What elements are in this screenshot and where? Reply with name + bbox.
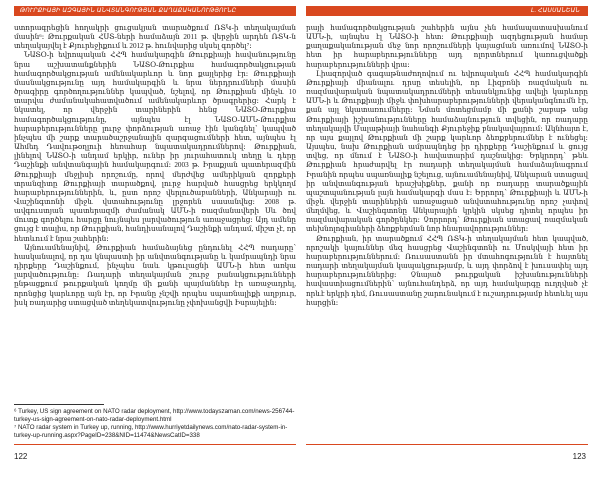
footnotes bbox=[14, 408, 296, 440]
paragraph: րայի համագործակցության շահերին այնս չեն համապատասխանում ԱՄՆ-ի, այնպես էլ ՆԱՏՕ-ի հետ։ Թուրքիայի ազդեցության համար քաղաքականության մեջ նոր որոշումների կայացման առումով ՆԱՏՕ-ի հետ իր հարաբերությունները այդ ոլորտներում կառուցվածքի հարաբերությունների վրա։ bbox=[306, 24, 588, 69]
footer-rule bbox=[306, 444, 588, 445]
footnote: ⁶ Turkey, US sign agreement on NATO radar deployment, http://www.todayszaman.com/news-256744-turkey-us-sign-agreement-on-nato-radar-deployment.html bbox=[14, 408, 295, 423]
footnote: ⁷ NATO radar system in Turkey up, running, http://www.hurriyetdailynews.com/nato-radar-system-in-turkey-up-running.aspx?PageID=238&NID=11474&NewsCatID=338 bbox=[14, 424, 288, 439]
running-head-right: Լ. ՀԱՍՍԱՆԵԱՆ bbox=[531, 8, 580, 14]
left-body-text bbox=[14, 24, 296, 308]
right-body-text bbox=[306, 24, 588, 308]
footer-rule bbox=[14, 444, 296, 445]
footnote-divider bbox=[14, 404, 104, 405]
paragraph: Թուրքիան, իր տարածքում ՀՀՊ ՌՏԿ-ի տեղակայման հետ կապված, որոշակի կայուններ մեզ հասցրեց Վաշինգտոնի ու Մոսկվայի հետ իր հարաբերություններում։ Ռուսաստանն իր մտահոգությունն է հայտնել ռադարի տեղակայման կապակցությամբ, և այդ փորձով է խուսափել այդ հարաբերություններից։ Չնայած թուրքական իշխանությունների հավաստիացումներին՝ այնուհանդերձ, որ այդ համակարգը ուղղված չէ որևէ երկրի դեմ, Ռուսաստանը շարունակում է ուշադրությամբ հետևել այս հարցին։ bbox=[306, 234, 588, 307]
page-number-left: 122 bbox=[14, 452, 28, 461]
running-head-left: ԹՈՒՐՔԻԱՅԻ ԱԶԳԱՅԻՆ ԱՆՎՏԱՆԳՈՒԹՅԱՆ ՔԱՂԱՔԱԿԱՆՈՒԹՅՈՒՆԸ bbox=[20, 8, 237, 14]
paragraph: ՆԱՏՕ-ի եվրոպական ՀՀՊ համակարգին Թուրքիայի հավանությունը նրա աշխատանքներին ՆԱՏՕ-Թուրքիա համագործակցության համագործակցության ամենակարևոր և նոր քայլերից էր։ Թուրքիայի մասնակցությունը այդ համակարգին և նրա ներդրումների մասին ծրագիրը գործողություններ կապված, նշելով, որ Թուրքիան մինչև 10 տարվա ժամանակահատվածում ամենակարևոր ծրագրերից։ Հարկ է նկատել, որ վերջին տարիներին հենց ՆԱՏՕ-Թուրքիա համագործակցությունը, այնպես էլ ՆԱՏՕ-ԱՄՆ-Թուրքիա հարաբերությունները լուրջ փորձության առաջ էին կանգնել՝ կապված ինչպես մի շարք տարածաշրջանային զարգացումների հետ, այնպես էլ Ահմեդ Դավութօղլուի հեռահար նպատակադրումներով։ Թուրքիան, լինելով ՆԱՏՕ-ի անդամ երկիր, ուներ իր յուրահատուկ տեղը և դերը Դաշինքի անվտանգային համակարգում։ 2003 թ. Իրաքյան պատերազմին Թուրքիայի մեջլիսի որոշումը, որով մերժվեց ամերիկյան զորքերի տրանզիտը Թուրքիայի տարածքով, լուրջ հարված հասցրեց երկկողմ հարաբերություններին, և, ըստ որոշ վերլուծաբանների, Անկարայի ու Վաշինգտոնի միջև վստահությունը լրջորեն սասանվեց։ 2008 թ. ավգուստյան պատերազմի ժամանակ ԱՄՆ-ի ռազմանավերի Սև ծով մուտք գործելու հարցը նույնպես լարվածություն առաջացրեց։ Այդ ամենը ցույց է տալիս, որ Թուրքիան, հանդիսանալով Դաշինքի անդամ, միշտ չէ, որ հետևում է նրա շահերին։ bbox=[14, 51, 296, 243]
right-page bbox=[306, 0, 586, 496]
paragraph: ստորագրեցին հողակրի ցուցակյան տարածքում ՌՏԿ-ի տեղակայման մասին⁶։ Թուրքական ՀՍՏ-ների համաձայն 2011 թ. վերջին արդեն ՌՏԿ-ն տեղակայվել է Քյուրեջիքում և 2012 թ. հունվարից սկսել գործել⁷։ bbox=[14, 24, 296, 51]
left-page bbox=[14, 0, 294, 496]
paragraph: Այնուամենայնիվ, Թուրքիան համաձայնեց ընդունել ՀՀՊ ռադարը՝ հասկանալով, որ դա կնպաստի իր անվտանգությանը և կամրապնդի նրա դիրքերը Դաշինքում, ինչպես նաև կթուլացնի ԱՄՆ-ի հետ առկա լարվածությունը։ Ռադարի տեղակայման շուրջ բանակցությունների ընթացքում թուրքական կողմը մի քանի պայմաններ էր առաջադրել, որոնցից կարևորը այն էր, որ Իրանը չնշվի որպես սպառնալիքի աղբյուր, իսկ ռադարից ստացված տեղեկատվությունը չփոխանցվի Իսրայելին։ bbox=[14, 243, 296, 307]
paragraph: Լիազորված գագաթնաժողովում ու եվրոպական ՀՀՊ համակարգին Թուրքիայի միանալու դրսը տեսելին, որ Լիզբոնի ռազմական ու ռազմավարական նպատակադրումների տեսանկյունից ավելի կարևորը ԱՄՆ-ի և Թուրքիայի միջև փոխհարաբերությունների վերականգնումն էր, քան այլ նկատառումները։ Նման մոտեցմամբ մի քանի շաբաթ անց Թուրքիայի իշխանությունները համաձայնություն տվեցին, որ ռադարը տեղակայվի Մալաթիայի նահանգի Քյուրեջիք բնակավայրում։ Ակնհայտ է, որ այս քայլով Թուրքիան մի շարք կարևոր ձեռքբերումներ է ունեցել։ Այսպես, նախ Թուրքիան ամրապնդեց իր դիրքերը Դաշինքում և ցույց տվեց, որ մնում է ՆԱՏՕ-ի հավատարիմ դաշնակից։ Երկրորդ՝ թեև Թուրքիան հրաժարվել էր ռադարի տեղակայման համաձայնագրում Իրանին որպես սպառնալիք նշելուց, այնուամենայնիվ, Անկարան ստացավ իր անվտանգության երաշխիքներ, քանի որ ռադարը տարածքային պաշտպանության լայն համակարգի մաս է։ Երրորդ՝ Թուրքիայի և ԱՄՆ-ի միջև վերջին տարիներին առաջացած անվստահությունը որոշ չափով մեղմվեց, և Վաշինգտոնը Անկարային կրկին սկսեց դիտել որպես իր ռազմավարական գործընկեր։ Չորրորդ՝ Թուրքիան ստացավ ռազմական տեխնոլոգիաների ձեռքբերման նոր հնարավորություններ։ bbox=[306, 69, 588, 234]
page-number-right: 123 bbox=[572, 452, 586, 461]
